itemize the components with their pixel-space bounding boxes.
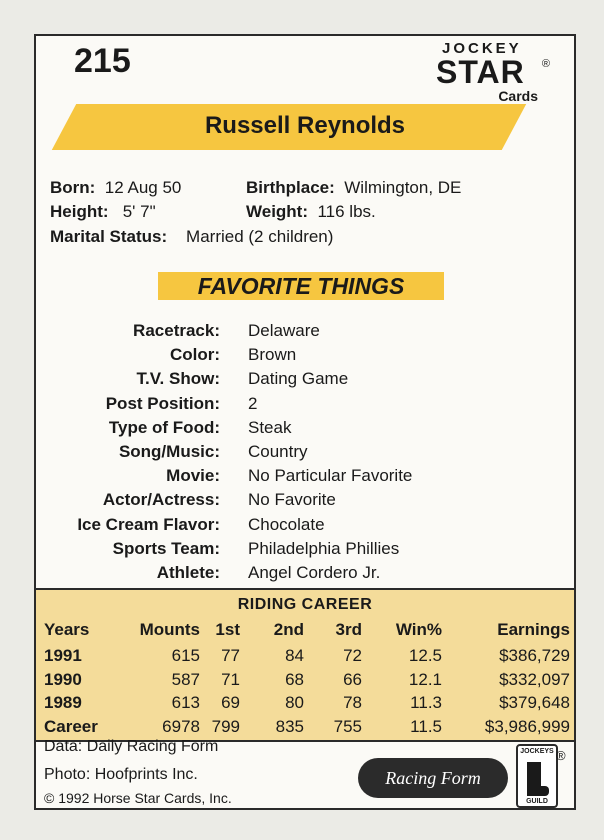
favorite-value: Philadelphia Phillies: [248, 538, 400, 558]
favorite-value: Delaware: [248, 321, 320, 340]
card-number: 215: [74, 42, 131, 80]
marital-row: [50, 227, 333, 247]
favorite-value: Dating Game: [248, 369, 349, 389]
career-row: [36, 670, 574, 692]
birthplace-row: [246, 178, 461, 198]
career-header-row: [36, 620, 574, 642]
logo-main-text: STAR: [436, 54, 525, 90]
career-cell: 80: [285, 693, 304, 712]
height-row: [50, 202, 156, 222]
guild-registered-mark: ®: [556, 748, 566, 763]
career-cell: $379,648: [499, 693, 570, 712]
weight-value: 116 lbs.: [317, 202, 376, 221]
favorite-label: Movie:: [166, 466, 220, 486]
birthplace-value: Wilmington, DE: [344, 178, 462, 197]
favorite-row: [36, 321, 574, 345]
career-header-cell: 2nd: [273, 620, 304, 639]
player-name: Russell Reynolds: [204, 112, 406, 139]
marital-label: Marital Status:: [50, 227, 168, 246]
weight-label: Weight:: [246, 202, 309, 221]
favorite-label: Post Position:: [105, 393, 220, 413]
favorite-label: Sports Team:: [112, 538, 220, 558]
career-row: [36, 646, 574, 668]
guild-top-text: JOCKEYS: [520, 748, 554, 755]
favorite-row: [36, 539, 574, 563]
career-cell: 77: [221, 646, 240, 665]
favorite-value: Country: [248, 442, 308, 461]
career-header-cell: 3rd: [335, 620, 362, 639]
riding-career-table: [36, 588, 574, 742]
career-cell: 835: [275, 716, 304, 736]
career-cell: $386,729: [499, 646, 570, 665]
favorite-row: [36, 466, 574, 490]
registered-mark: ®: [541, 58, 550, 70]
favorite-value: Angel Cordero Jr.: [248, 563, 381, 582]
career-title: RIDING CAREER: [237, 596, 373, 613]
logo-sub-text: Cards: [498, 88, 538, 104]
favorite-row: [36, 515, 574, 539]
data-credit: Data: Daily Racing Form: [44, 738, 219, 755]
career-cell: 613: [171, 693, 200, 712]
career-header-cell: Win%: [395, 620, 442, 639]
photo-credit: Photo: Hoofprints Inc.: [44, 766, 198, 783]
career-cell: 68: [285, 669, 304, 689]
weight-row: [246, 202, 376, 222]
career-cell: 12.1: [408, 669, 442, 689]
career-row: [36, 693, 574, 715]
boot-toe-icon: [527, 786, 549, 796]
favorite-label: Song/Music:: [118, 442, 220, 461]
career-cell: 11.3: [410, 693, 442, 712]
jockey-star-logo: [436, 40, 550, 106]
career-cell: 1990: [44, 669, 82, 689]
career-cell: 72: [343, 646, 362, 665]
favorite-label: Athlete:: [156, 563, 220, 582]
career-cell: 69: [221, 693, 240, 712]
career-cell: 71: [221, 669, 240, 689]
career-header-cell: Earnings: [497, 620, 570, 639]
birthplace-label: Birthplace:: [246, 178, 335, 197]
born-value: 12 Aug 50: [104, 178, 182, 197]
career-cell: Career: [44, 716, 98, 736]
career-cell: 66: [343, 669, 362, 689]
career-header-cell: 1st: [215, 620, 240, 639]
career-cell: $3,986,999: [484, 716, 570, 736]
favorite-label: Ice Cream Flavor:: [77, 514, 220, 534]
favorite-value: No Favorite: [248, 490, 336, 510]
favorite-label: Color:: [169, 345, 220, 365]
career-row: [36, 717, 574, 739]
favorite-row: [36, 563, 574, 587]
copyright: © 1992 Horse Star Cards, Inc.: [44, 790, 232, 806]
favorite-label: Racetrack:: [133, 321, 220, 340]
born-row: [50, 178, 181, 198]
career-cell: 615: [171, 646, 200, 665]
height-value: 5' 7": [122, 202, 156, 221]
favorite-label: T.V. Show:: [136, 369, 220, 389]
career-header-cell: Mounts: [139, 620, 200, 639]
career-cell: 6978: [162, 716, 200, 736]
favorite-value: 2: [248, 393, 258, 413]
career-cell: 755: [333, 716, 362, 736]
born-label: Born:: [50, 178, 96, 197]
favorite-row: [36, 394, 574, 418]
favorite-row: [36, 490, 574, 514]
favorite-label: Actor/Actress:: [102, 490, 220, 510]
guild-bottom-text: GUILD: [526, 798, 548, 805]
career-cell: 78: [343, 693, 362, 712]
jockeys-guild-logo: [516, 744, 558, 808]
favorite-value: Steak: [248, 417, 292, 437]
racing-form-logo: Racing Form: [358, 758, 508, 798]
career-cell: 11.5: [410, 716, 442, 736]
career-header-cell: Years: [44, 620, 90, 639]
career-cell: 12.5: [408, 646, 442, 665]
favorites-title: FAVORITE THINGS: [197, 273, 405, 299]
favorite-label: Type of Food:: [108, 417, 220, 437]
career-cell: 84: [285, 646, 304, 665]
logo-top-text: JOCKEY: [442, 40, 522, 57]
favorite-row: [36, 345, 574, 369]
favorite-row: [36, 418, 574, 442]
career-cell: 799: [211, 716, 240, 736]
trading-card: [34, 34, 576, 810]
height-label: Height:: [50, 202, 109, 221]
career-cell: 1991: [44, 646, 82, 665]
favorite-row: [36, 369, 574, 393]
favorite-row: [36, 442, 574, 466]
favorite-value: No Particular Favorite: [248, 466, 413, 486]
career-cell: 1989: [44, 693, 82, 712]
favorite-value: Chocolate: [248, 514, 325, 534]
favorite-value: Brown: [248, 345, 297, 365]
marital-value: Married (2 children): [186, 227, 334, 246]
career-cell: $332,097: [499, 669, 570, 689]
career-cell: 587: [171, 669, 200, 689]
